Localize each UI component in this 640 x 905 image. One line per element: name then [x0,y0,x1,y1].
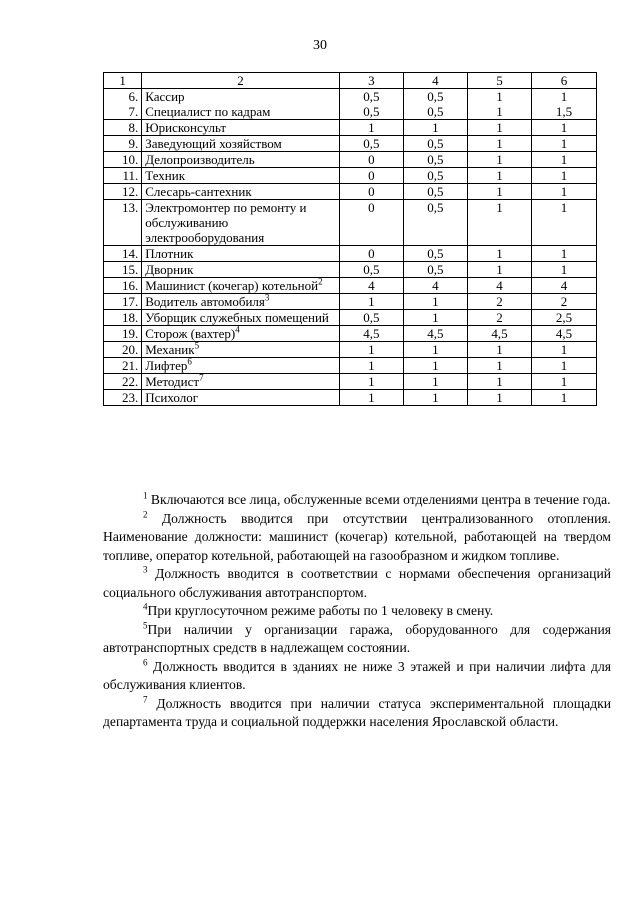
footnote [103,658,611,695]
row-number: 8. [104,120,142,136]
footnote-text: Должность вводится в соответствии с нормами обеспечения организаций социального обслуживания автотранспортом. [103,566,611,600]
row-number: 12. [104,184,142,200]
position-title [142,246,340,262]
position-title-text: Методист [145,374,200,389]
row-number: 9. [104,136,142,152]
row-number: 17. [104,294,142,310]
table-row [104,390,597,406]
position-title-text: Машинист (кочегар) котельной [145,278,319,293]
value-col-4: 0,5 [403,262,467,278]
value-col-6: 1 [531,200,596,246]
table-header-row [104,73,597,89]
table-row [104,246,597,262]
table-row [104,262,597,278]
position-title-text: Механик [145,342,195,357]
footnote-mark: 1 [143,490,148,501]
table-row [104,310,597,326]
value-col-4: 0,5 [403,136,467,152]
table-row [104,200,597,246]
position-title-text: Плотник [145,246,194,261]
footnote-ref: 2 [318,276,323,287]
header-cell: 1 [104,73,142,89]
footnote-ref: 4 [235,324,240,335]
value-col-6: 1 [531,136,596,152]
position-title-text: Сторож (вахтер) [145,326,236,341]
table-row [104,136,597,152]
row-number: 10. [104,152,142,168]
footnotes [103,491,611,732]
row-number: 16. [104,278,142,294]
table-row [104,278,597,294]
position-title-text: Слесарь-сантехник [145,184,252,199]
value-col-6: 1 [531,262,596,278]
value-col-6: 1 [531,246,596,262]
position-title [142,278,340,294]
value-col-6: 2 [531,294,596,310]
footnote-mark: 5 [143,619,148,630]
value-col-3: 0 [339,200,403,246]
value-col-4: 0,5 [403,200,467,246]
table-row [104,89,597,120]
value-col-4: 0,5 [403,168,467,184]
position-title [142,120,340,136]
row-number: 23. [104,390,142,406]
table-row [104,374,597,390]
footnote-mark: 7 [143,693,148,704]
value-col-6: 1 [531,390,596,406]
value-col-3: 0 [339,168,403,184]
value-col-5: 1 [467,184,531,200]
position-title-text: Психолог [145,390,199,405]
value-col-6: 1 [531,342,596,358]
footnote-text: Включаются все лица, обслуженные всеми отделениями центра в течение года. [147,492,611,507]
value-col-5: 1 [467,168,531,184]
footnote-ref: 6 [187,356,192,367]
table-row [104,152,597,168]
footnote-mark: 4 [143,601,148,612]
value-col-3: 1 [339,294,403,310]
row-number: 18. [104,310,142,326]
value-col-5: 1 [467,262,531,278]
footnote [103,621,611,658]
value-col-6: 1 [531,152,596,168]
footnote [103,602,611,621]
footnote-mark: 3 [143,564,148,575]
footnote-text: Должность вводится при наличии статуса экспериментальной площадки департамента труда и социальной поддержки населения Ярославской области. [103,695,611,729]
position-title [142,152,340,168]
table-row [104,326,597,342]
value-col-5: 1 [467,374,531,390]
value-col-4: 4,5 [403,326,467,342]
value-col-4: 1 [403,390,467,406]
position-title [142,310,340,326]
value-col-4: 0,5 [403,246,467,262]
footnote-text: Должность вводится в зданиях не ниже 3 этажей и при наличии лифта для обслуживания клиентов. [103,658,611,692]
position-title [142,374,340,390]
table-row [104,120,597,136]
value-col-3: 0,5 0,5 [339,89,403,120]
position-title [142,262,340,278]
position-title-text: Уборщик служебных помещений [145,310,329,325]
staffing-table [103,72,597,406]
row-number: 21. [104,358,142,374]
value-col-5: 1 [467,358,531,374]
value-col-4: 1 [403,358,467,374]
value-col-3: 0 [339,246,403,262]
row-number: 19. [104,326,142,342]
footnote-ref: 7 [199,372,204,383]
header-cell: 2 [142,73,340,89]
position-title [142,184,340,200]
value-col-5: 2 [467,310,531,326]
value-col-5: 1 [467,120,531,136]
value-col-3: 1 [339,342,403,358]
footnote-mark: 6 [143,656,148,667]
position-title-text: Кассир Специалист по кадрам [145,89,271,119]
footnote [103,510,611,566]
page-number: 30 [313,38,327,53]
value-col-3: 1 [339,390,403,406]
position-title [142,358,340,374]
value-col-3: 0,5 [339,262,403,278]
value-col-5: 1 [467,152,531,168]
row-number: 20. [104,342,142,358]
position-title-text: Водитель автомобиля [145,294,265,309]
value-col-6: 4 [531,278,596,294]
header-cell: 6 [531,73,596,89]
footnote [103,491,611,510]
position-title [142,136,340,152]
position-title [142,168,340,184]
value-col-3: 0 [339,152,403,168]
table-row [104,358,597,374]
value-col-5: 1 [467,136,531,152]
value-col-3: 1 [339,358,403,374]
row-number: 15. [104,262,142,278]
table-row [104,342,597,358]
value-col-3: 1 [339,120,403,136]
position-title-text: Лифтер [145,358,188,373]
value-col-5: 4 [467,278,531,294]
header-cell: 3 [339,73,403,89]
value-col-6: 1 [531,374,596,390]
position-title-text: Делопроизводитель [145,152,255,167]
value-col-4: 1 [403,310,467,326]
position-title [142,326,340,342]
position-title [142,89,340,120]
row-number: 14. [104,246,142,262]
footnote-ref: 5 [194,340,200,351]
value-col-6: 1 [531,358,596,374]
value-col-6: 1 [531,184,596,200]
value-col-3: 4,5 [339,326,403,342]
value-col-6: 4,5 [531,326,596,342]
position-title [142,390,340,406]
table-row [104,184,597,200]
value-col-5: 1 1 [467,89,531,120]
value-col-4: 0,5 [403,152,467,168]
position-title-text: Электромонтер по ремонту и обслуживанию электрооборудования [145,200,307,245]
value-col-4: 1 [403,342,467,358]
footnote [103,565,611,602]
footnote-ref: 3 [264,292,270,303]
value-col-6: 1 [531,120,596,136]
value-col-3: 0,5 [339,310,403,326]
header-cell: 5 [467,73,531,89]
position-title-text: Юрисконсульт [145,120,227,135]
position-title [142,342,340,358]
value-col-5: 2 [467,294,531,310]
table-row [104,294,597,310]
row-number: 6. 7. [104,89,142,120]
value-col-3: 4 [339,278,403,294]
value-col-3: 0,5 [339,136,403,152]
header-cell: 4 [403,73,467,89]
value-col-4: 1 [403,294,467,310]
value-col-3: 1 [339,374,403,390]
value-col-4: 4 [403,278,467,294]
position-title-text: Техник [145,168,186,183]
value-col-5: 1 [467,200,531,246]
value-col-4: 1 [403,374,467,390]
value-col-4: 1 [403,120,467,136]
value-col-6: 1 [531,168,596,184]
value-col-6: 2,5 [531,310,596,326]
value-col-5: 4,5 [467,326,531,342]
value-col-5: 1 [467,342,531,358]
row-number: 11. [104,168,142,184]
position-title [142,294,340,310]
row-number: 13. [104,200,142,246]
footnote-text: При наличии у организации гаража, оборудованного для содержания автотранспортных средств в надлежащем состоянии. [103,621,611,655]
value-col-5: 1 [467,246,531,262]
position-title-text: Дворник [145,262,194,277]
table-row [104,168,597,184]
value-col-4: 0,5 0,5 [403,89,467,120]
value-col-5: 1 [467,390,531,406]
value-col-4: 0,5 [403,184,467,200]
position-title [142,200,340,246]
footnote-text: Должность вводится при отсутствии централизованного отопления. Наименование должности: машинист (кочегар) котельной, работающей на твердом топливе, оператор котельной, работающей на газообразном и жидком топливе. [103,510,611,563]
footnote-mark: 2 [143,508,148,519]
row-number: 22. [104,374,142,390]
value-col-6: 1 1,5 [531,89,596,120]
position-title-text: Заведующий хозяйством [145,136,282,151]
footnote [103,695,611,732]
footnote-text: При круглосуточном режиме работы по 1 человеку в смену. [147,603,494,618]
value-col-3: 0 [339,184,403,200]
